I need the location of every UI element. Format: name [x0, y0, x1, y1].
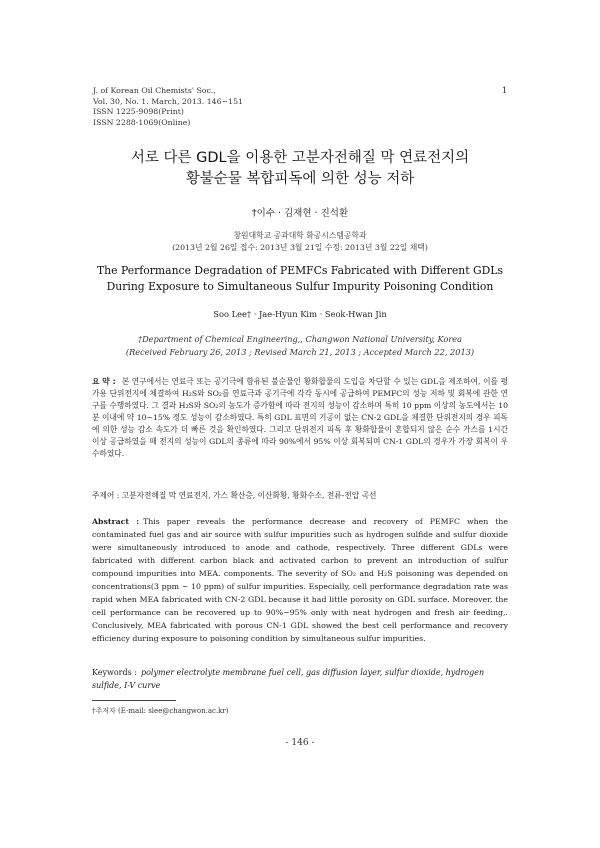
korean-affiliation — [0, 230, 600, 254]
issn-online: ISSN 2288-1069(Online) — [93, 117, 191, 127]
korean-abstract — [92, 376, 508, 460]
korean-abstract-label: 요 약 : — [92, 377, 116, 386]
english-abstract — [92, 515, 508, 645]
journal-volume: Vol. 30, No. 1. March, 2013. 146~151 — [93, 96, 243, 106]
page-number-bottom: - 146 - — [285, 738, 315, 748]
english-dates: (Received February 26, 2013 ; Revised March 21, 2013 ; Accepted March 22, 2013) — [125, 347, 475, 357]
english-keywords-text: polymer electrolyte membrane fuel cell, gas diffusion layer, sulfur dioxide, hydrogen sulfide, I-V curve — [92, 668, 485, 690]
english-keywords — [92, 667, 508, 692]
issn-print: ISSN 1225-9098(Print) — [93, 107, 184, 117]
journal-name: J. of Korean Oil Chemists' Soc., — [93, 86, 216, 95]
english-affiliation-name: †Department of Chemical Engineering,, Changwon National University, Korea — [137, 334, 463, 344]
english-title-line-2: During Exposure to Simultaneous Sulfur Impurity Poisoning Condition — [106, 279, 494, 293]
english-title — [0, 263, 600, 294]
english-abstract-text: This paper reveals the performance decrease and recovery of PEMFC when the contaminated fuel gas and air source with sulfur impurities such as hydrogen sulfide and sulfur dioxide were simultaneously introduced to anode and cathode, respectively. Three different GDLs were fabricated with different carbon black and activated carbon to prevent an introduction of sulfur compound impurities into MEA. components. The severity of SO₂ and H₂S poisoning was depended on concentrations(3 ppm ~ 10 ppm) of sulfur impurities. Especially, cell performance degradation rate was rapid when MEA fabricated with CN-2 GDL because it had little porosity on GDL surface. Moreover, the cell performance can be recovered up to 90%~95% only with neat hydrogen and fresh air feeding,. Conclusively, MEA fabricated with porous CN-1 GDL showed the best cell performance and recovery efficiency during exposure to poisoning condition by simultaneous sulfur impurities. — [92, 517, 508, 643]
korean-affiliation-name: 창원대학교 공과대학 화공시스템공학과 — [233, 231, 367, 240]
korean-title-line-2: 황불순물 복합피독에 의한 성능 저하 — [185, 171, 415, 187]
korean-dates: (2013년 2월 26일 접수: 2013년 3월 21일 수정: 2013년 3월 22일 채택) — [172, 243, 428, 252]
english-keywords-label: Keywords : — [92, 668, 137, 677]
korean-title-line-1: 서로 다른 GDL을 이용한 고분자전해질 막 연료전지의 — [130, 150, 470, 166]
english-authors: Soo Lee† · Jae-Hyun Kim · Seok-Hwan Jin — [213, 309, 387, 319]
english-title-line-1: The Performance Degradation of PEMFCs Fabricated with Different GDLs — [96, 264, 504, 277]
korean-keywords: 주제어 : 고분자전해질 막 연료전지, 가스 확산층, 이산화황, 황화수소, 전류-전압 곡선 — [92, 491, 377, 500]
footnote-divider — [92, 700, 176, 701]
korean-abstract-text: 본 연구에서는 연료극 또는 공기극에 함유된 불순물인 황화합물의 도입을 차단할 수 있는 GDL을 제조하여, 이를 평가용 단위전지에 체결하여 H₂S와 SO₂를 연료극과 공기극에 각각 동시에 공급하여 PEMFC의 성능 저하 및 회복에 관한 연구를 수행하였다. 그 결과 H₂S와 SO₂의 농도가 증가함에 따라 전지의 성능이 감소하며 특히 10 ppm 이상의 농도에서는 10분 이내에 약 10~15% 정도 성능이 감소하였다. 특히 GDL 표면의 기공이 없는 CN-2 GDL을 체결한 단위전지의 경우 피독에 의한 성능 감소 속도가 더 빠른 것을 확인하였다. 그리고 단위전지 피독 후 황화합물이 혼합되지 않은 순수 가스를 1시간 이상 공급하였을 때 전지의 성능이 GDL의 종류에 따라 90%에서 95% 이상 회복되며 CN-1 GDL의 경우가 가장 회복이 우수하였다. — [92, 377, 508, 458]
korean-title — [0, 148, 600, 190]
journal-info — [93, 86, 243, 128]
korean-authors: †이수 · 김재현 · 진석환 — [251, 208, 349, 219]
english-affiliation — [0, 333, 600, 359]
english-abstract-label: Abstract : — [92, 517, 140, 526]
corresponding-author-footnote: †주저자 (E-mail: slee@changwon.ac.kr) — [92, 707, 229, 715]
page-number-top: 1 — [501, 86, 507, 95]
